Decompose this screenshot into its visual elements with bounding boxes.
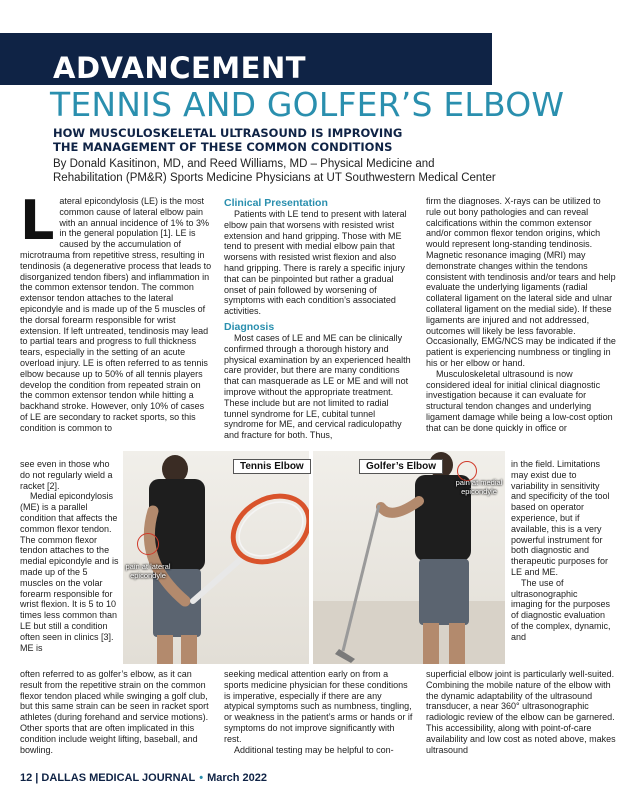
- article-subtitle: [53, 126, 573, 154]
- paragraph: often referred to as golfer’s elbow, as it can result from the repetitive strain on the common flexor tendon placed while swinging a golf club, but this same strain can be seen in racket sport athletes (during forehand and service motions). Other sports that are often implicated in this condition include weight lifting, baseball, and bowling.: [20, 669, 209, 755]
- paragraph: ateral epicondylosis (LE) is the most common cause of lateral elbow pain with an annual incidence of 1% to 3% in the general population [1]. LE is caused by the accumulation of microtrauma from repetitive stress, resulting in tendinosis (a degenerative process that leads to disorganized tendon fibers) and inflammation in the common extensor tendon. The common extensor tendon attaches to the lateral epicondyle and is made up of the 5 muscles of the dorsal forearm responsible for wrist extension. If left untreated, tendinosis may lead to partial tears and progress to full thickness tears, especially in the setting of an acute overload injury. LE is often referred to as tennis elbow because up to 50% of all tennis players develop the condition from repeated strain on the common extensor tendon while hitting a backhand stroke. However, only 10% of cases of LE are secondary to racket sports, so this condition is common to: [20, 196, 212, 433]
- paragraph: in the field. Limitations may exist due to variability in sensitivity and specificity of the tool based on operator experience, but if available, this is a very powerful instrument for both diagnostic and therapeutic purposes for LE and ME.: [511, 459, 610, 577]
- paragraph: Most cases of LE and ME can be clinically confirmed through a thorough history and physical examination by an experienced health care provider, but there are many conditions that can masquerade as LE or ME and will not improve without the appropriate treatment. These include but are not limited to radial tunnel syndrome for LE, cubital tunnel syndrome for ME, and cervical radiculopathy and fracture for both. Thus,: [224, 332, 411, 441]
- column-3-bottom: [426, 669, 616, 755]
- paragraph: seeking medical attention early on from a sports medicine physician for these conditions is imperative, especially if there are any atypical symptoms such as numbness, tingling, or weakness in the patient’s arms or hands or if symptoms do not improve significantly with rest.: [224, 669, 413, 744]
- paragraph: firm the diagnoses. X-rays can be utilized to rule out bony pathologies and can reveal calcifications within the common extensor and/or common flexor tendon origins, which would represent long-standing tendinosis. Magnetic resonance imaging (MRI) may demonstrate changes within the tendons consistent with tendinosis and/or tears and help evaluate the underlying ligaments (radial collateral ligament on the lateral side and ulnar collateral ligament on the medial side). If these ligaments are injured and not addressed, outcomes will likely be less favorable. Occasionally, EMG/NCS may be indicated if the patient is experiencing numbness or tingling in his or her elbow or hand.: [426, 196, 616, 368]
- figure-illustration: [123, 451, 505, 664]
- column-3-wrap: [511, 459, 611, 643]
- paragraph: superficial elbow joint is particularly well-suited. Combining the mobile nature of the elbow with the dynamic adaptability of the ultrasound transducer, a near 360° ultrasonographic radiologic review of the elbow can be garnered. This accessibility, along with point-of-care availability and low cost as noted above, makes ultrasound: [426, 669, 616, 755]
- paragraph: see even in those who do not regularly wield a racket [2].: [20, 459, 113, 491]
- column-2-top: [224, 196, 414, 441]
- footer-separator: •: [199, 772, 204, 784]
- tennis-player-illustration: [149, 455, 321, 664]
- golfers-elbow-label: Golfer’s Elbow: [359, 459, 443, 474]
- golfer-illustration: [335, 452, 471, 664]
- subtitle-line: HOW MUSCULOSKELETAL ULTRASOUND IS IMPROVING: [53, 126, 403, 140]
- paragraph: The use of ultrasonographic imaging for the purposes of diagnostic evaluation of the complex, dynamic, and: [511, 577, 611, 642]
- column-3-top: [426, 196, 616, 434]
- byline-line: By Donald Kasitinon, MD, and Reed Williams, MD – Physical Medicine and: [53, 158, 435, 170]
- column-1-bottom: [20, 669, 212, 755]
- figure-divider: [309, 451, 313, 664]
- paragraph: Additional testing may be helpful to con-: [234, 744, 394, 755]
- section-kicker: ADVANCEMENT: [53, 51, 307, 85]
- section-heading: Diagnosis: [224, 320, 275, 333]
- article-title: TENNIS AND GOLFER’S ELBOW: [50, 85, 565, 124]
- byline: [53, 157, 593, 185]
- paragraph: Patients with LE tend to present with lateral elbow pain that worsens with resisted wrist extension and hand gripping. Those with ME tend to present with medial elbow pain that worsens with resisted wrist flexion and also hand gripping. There is rarely a specific injury that can be pinpointed but rather a gradual onset of pain followed by worsening of symptoms with each condition’s associated activities.: [224, 209, 407, 317]
- page-footer: [20, 772, 267, 784]
- column-1-top: [20, 189, 212, 434]
- tennis-elbow-label: Tennis Elbow: [233, 459, 311, 474]
- byline-line: Rehabilitation (PM&R) Sports Medicine Physicians at UT Southwestern Medical Center: [53, 172, 496, 184]
- footer-date: March 2022: [207, 772, 268, 784]
- pain-marker: [137, 533, 159, 555]
- column-1-wrap: [20, 459, 119, 653]
- drop-cap: L: [20, 189, 55, 252]
- footer-page: 12 | DALLAS MEDICAL JOURNAL: [20, 772, 196, 784]
- paragraph: Musculoskeletal ultrasound is now considered ideal for initial clinical diagnostic investigation because it can evaluate for structural tendon changes and underlying ligament damage while being a low-cost option that can be done quickly in office or: [426, 368, 613, 433]
- paragraph: Medial epicondylosis (ME) is a parallel condition that affects the common flexor tendon. The common flexor tendon attaches to the medial epicondyle and is made up of the 5 muscles on the volar forearm responsible for wrist flexion. It is 5 to 10 times less common than LE but still a condition often seen in clinics [3]. ME is: [20, 491, 119, 653]
- subtitle-line: THE MANAGEMENT OF THESE COMMON CONDITIONS: [53, 140, 393, 154]
- lateral-pain-note: pain at lateral epicondyle: [125, 562, 171, 580]
- medial-pain-note: pain at medial epicondyle: [455, 478, 503, 496]
- column-2-bottom: [224, 669, 414, 755]
- figure-photo: [123, 451, 505, 664]
- section-heading: Clinical Presentation: [224, 197, 328, 209]
